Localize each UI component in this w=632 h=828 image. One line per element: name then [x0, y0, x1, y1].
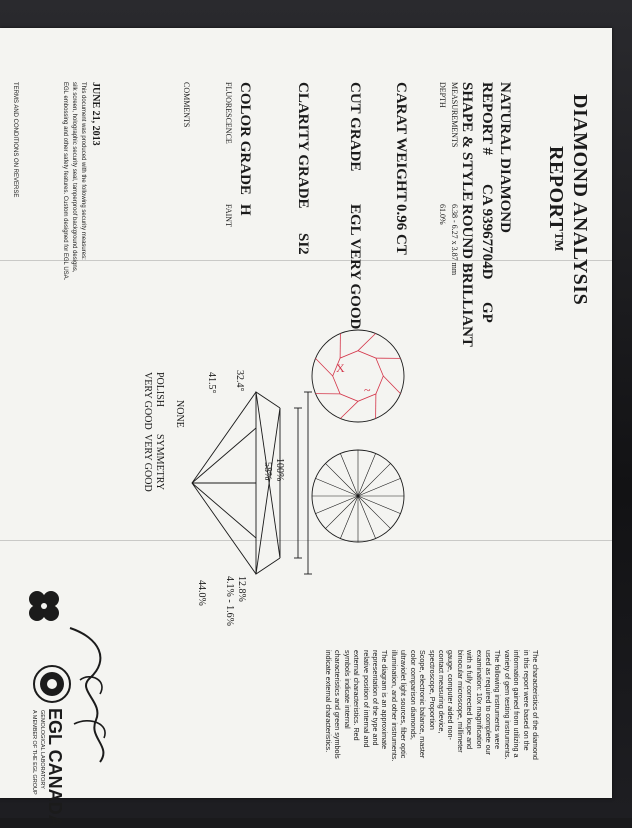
facet-line	[325, 463, 358, 496]
security-note-line: silk screen, holographic security seal, tamperproof background designs,	[71, 82, 77, 272]
disclaimer-line: color comparison diamonds,	[408, 650, 417, 820]
cut-grade-label: CUT GRADE	[347, 82, 362, 171]
measurements-value: 6.38 - 6.27 x 3.87 mm	[450, 204, 458, 275]
table-percentage: 58%	[262, 462, 272, 480]
disclaimer-line: examination: 10x magnification	[474, 650, 483, 820]
disclaimer-line: ultraviolet light sources, fiber optic	[399, 650, 408, 820]
disclaimer-line: spectroscope, Proportion	[427, 650, 436, 820]
girdle-thickness: 4.1% - 1.6%	[224, 576, 234, 626]
carat-weight-label: CARAT WEIGHT	[393, 82, 408, 202]
clarity-plot-top	[300, 328, 416, 424]
carat-weight-value: 0.96 CT	[393, 204, 408, 255]
proportion-diagram	[190, 388, 290, 578]
disclaimer-line: information gained from utilizing a	[512, 650, 521, 820]
clarity-grade-label: CLARITY GRADE	[295, 82, 310, 209]
disclaimer-line: external characteristics. Red	[352, 650, 361, 820]
facet-line	[256, 408, 280, 574]
clarity-plot-bottom	[300, 448, 416, 544]
shape-style-value: ROUND BRILLIANT	[459, 204, 474, 347]
facet-line	[325, 496, 358, 529]
fluorescence-label: FLUORESCENCE	[224, 82, 232, 144]
fluorescence-value: FAINT	[224, 204, 232, 227]
security-note-line: EGL embossing and other safety features. Custom designed for EGL USA.	[62, 82, 68, 280]
disclaimer-line: relative position of internal and	[361, 650, 370, 820]
security-note-line: This document was produced with the following security measures:	[80, 82, 86, 260]
inclusion-mark: X	[336, 361, 345, 375]
facet-line	[358, 496, 391, 529]
disclaimer-line: variety of gem testing instruments.	[502, 650, 511, 820]
brand-name: EGL CANADA	[46, 708, 64, 828]
dimension-bars	[292, 388, 314, 578]
facet-line	[340, 401, 358, 418]
report-number-label: REPORT #	[479, 82, 494, 155]
depth-value: 61.0%	[438, 204, 446, 225]
disclaimer-line: used as required to complete our	[484, 650, 493, 820]
disclaimer-line: in this report were based on the	[521, 650, 530, 820]
clarity-grade-value: SI2	[295, 233, 310, 255]
polish-value: VERY GOOD	[142, 372, 152, 430]
facet-line	[192, 483, 256, 538]
report-title-line1: DIAMOND ANALYSIS	[570, 94, 590, 305]
disclaimer-text	[324, 650, 540, 820]
clover-logo	[24, 586, 64, 626]
disclaimer-line: The characteristics of the diamond	[531, 650, 540, 820]
color-grade-label: COLOR GRADE	[237, 82, 252, 195]
terms-and-conditions: TERMS AND CONDITIONS ON REVERSE	[12, 82, 18, 197]
polish-label: POLISH	[154, 372, 164, 407]
total-percentage: 100%	[274, 458, 284, 481]
certificate-document	[0, 28, 612, 798]
disclaimer-line: binocular microscope, millimeter	[455, 650, 464, 820]
disclaimer-line: The following instruments were	[493, 650, 502, 820]
culet-value: NONE	[174, 400, 184, 428]
seal-icon	[32, 664, 72, 704]
report-title-line2: REPORT™	[546, 146, 566, 252]
color-grade-value: H	[237, 204, 252, 216]
disclaimer-line: with a fully corrected loupe and	[465, 650, 474, 820]
brand-member: A MEMBER OF THE EGL GROUP	[31, 710, 37, 795]
comments-label: COMMENTS	[182, 82, 190, 127]
disclaimer-line: symbols indicate internal	[342, 650, 351, 820]
facet-line	[316, 358, 333, 376]
disclaimer-line: contact measuring device,	[437, 650, 446, 820]
inclusion-mark: ~	[364, 383, 371, 397]
facet-line	[358, 463, 391, 496]
depth-label: DEPTH	[438, 82, 446, 108]
natural-diamond-label: NATURAL DIAMOND	[497, 82, 512, 233]
facet-line	[383, 376, 400, 394]
shape-style-label: SHAPE & STYLE	[459, 82, 474, 201]
pavilion-depth: 44.0%	[196, 580, 206, 606]
facet-line	[358, 334, 376, 351]
symmetry-label: SYMMETRY	[154, 434, 164, 490]
disclaimer-line: gauge, computer aided non-	[446, 650, 455, 820]
crown-height: 12.8%	[236, 576, 246, 602]
disclaimer-line: representation of the type and	[371, 650, 380, 820]
cut-grade-value: EGL VERY GOOD	[347, 204, 362, 329]
report-date: JUNE 21, 2013	[90, 82, 100, 146]
report-number-suffix: GP	[479, 302, 494, 323]
measurements-label: MEASUREMENTS	[450, 82, 458, 147]
disclaimer-line: Scope, electronic balance, master	[418, 650, 427, 820]
facet-line	[192, 428, 256, 483]
symmetry-value: VERY GOOD	[142, 434, 152, 492]
crown-angle: 32.4°	[234, 370, 244, 392]
disclaimer-line: indicate external characteristics.	[324, 650, 333, 820]
disclaimer-line: illumination, and other instruments.	[390, 650, 399, 820]
brand-subtitle: GEMOLOGICAL LABORATORY	[39, 710, 45, 789]
disclaimer-line: The diagram is an approximate	[380, 650, 389, 820]
facet-line	[333, 351, 384, 402]
disclaimer-line: characteristics and green symbols	[333, 650, 342, 820]
pavilion-angle: 41.5°	[206, 372, 216, 394]
report-number: CA 93967704D	[479, 184, 494, 279]
plot-outline	[312, 330, 404, 422]
fold-line	[0, 260, 612, 261]
